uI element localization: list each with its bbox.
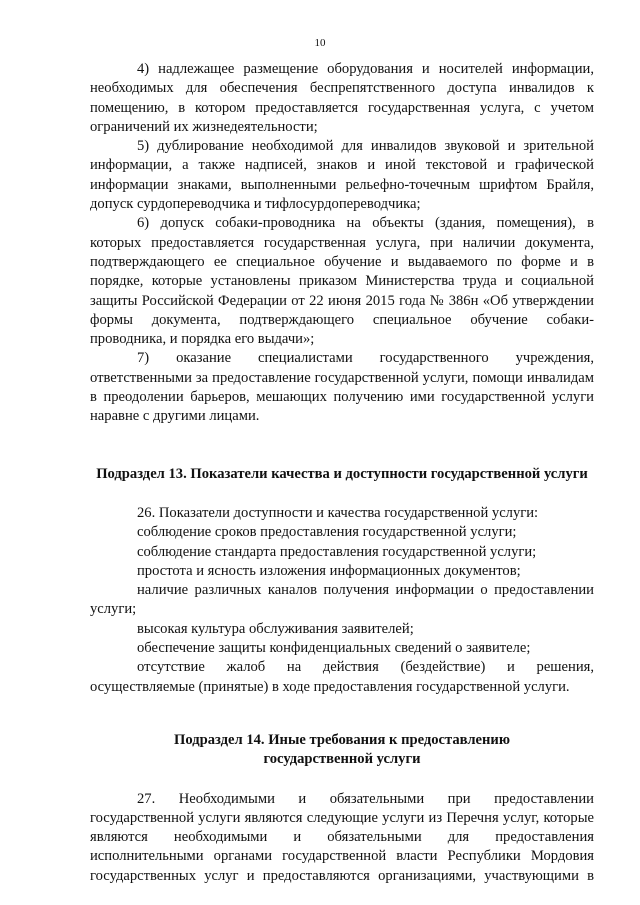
document-body [90,60,594,886]
list-item: простота и ясность изложения информационных документов; [137,562,521,579]
list-item: соблюдение стандарта предоставления государственной услуги; [137,543,537,560]
list-item: соблюдение сроков предоставления государственной услуги; [137,524,517,541]
list-item: отсутствие жалоб на действия (бездействие) и решения, осуществляемые (принятые) в ходе предоставления государственной услуги. [90,659,594,695]
paragraph-item-7: 7) оказание специалистами государственного учреждения, ответственными за предоставление государственной услуги, помощи инвалидам в преодолении барьеров, мешающих получению ими государственной услуги наравне с другими лицами. [90,350,594,425]
paragraph-item-27: 27. Необходимыми и обязательными при предоставлении государственной услуги являются следующие услуги из Перечня услуг, которые являются необходимыми и обязательными для предоставления исполнительными органами государственной власти Республики Мордовия государственных услуг и предоставляются организациями, участвующими в [90,790,594,884]
section-13-title: Подраздел 13. Показатели качества и доступности государственной услуги [96,465,588,482]
list-item: высокая культура обслуживания заявителей; [137,620,414,637]
list-item: наличие различных каналов получения информации о предоставлении услуги; [90,582,594,618]
list-item: обеспечение защиты конфиденциальных сведений о заявителе; [137,640,531,657]
paragraph-item-6: 6) допуск собаки-проводника на объекты (здания, помещения), в которых предоставляется государственная услуга, при наличии документа, подтверждающего ее специальное обучение и выдаваемого по форме и в порядке, которые установлены приказом Министерства труда и социальной защиты Российской Федерации от 22 июня 2015 года № 386н «Об утверждении формы документа, подтверждающего специальное обучение собаки-проводника, и порядка его выдачи»; [90,215,594,348]
paragraph-item-5: 5) дублирование необходимой для инвалидов звуковой и зрительной информации, а также надписей, знаков и иной текстовой и графической информации знаками, выполненными рельефно-точечным шрифтом Брайля, допуск сурдопереводчика и тифлосурдопереводчика; [90,138,594,213]
paragraph-item-4: 4) надлежащее размещение оборудования и носителей информации, необходимых для обеспечения беспрепятственного доступа инвалидов к помещению, в котором предоставляется государственная услуга, с учетом ограничений их жизнедеятельности; [90,61,594,135]
page-number: 10 [314,37,326,49]
section-14-title: Подраздел 14. Иные требования к предоставлению государственной услуги [174,731,510,768]
list-item: 26. Показатели доступности и качества государственной услуги: [137,504,539,521]
